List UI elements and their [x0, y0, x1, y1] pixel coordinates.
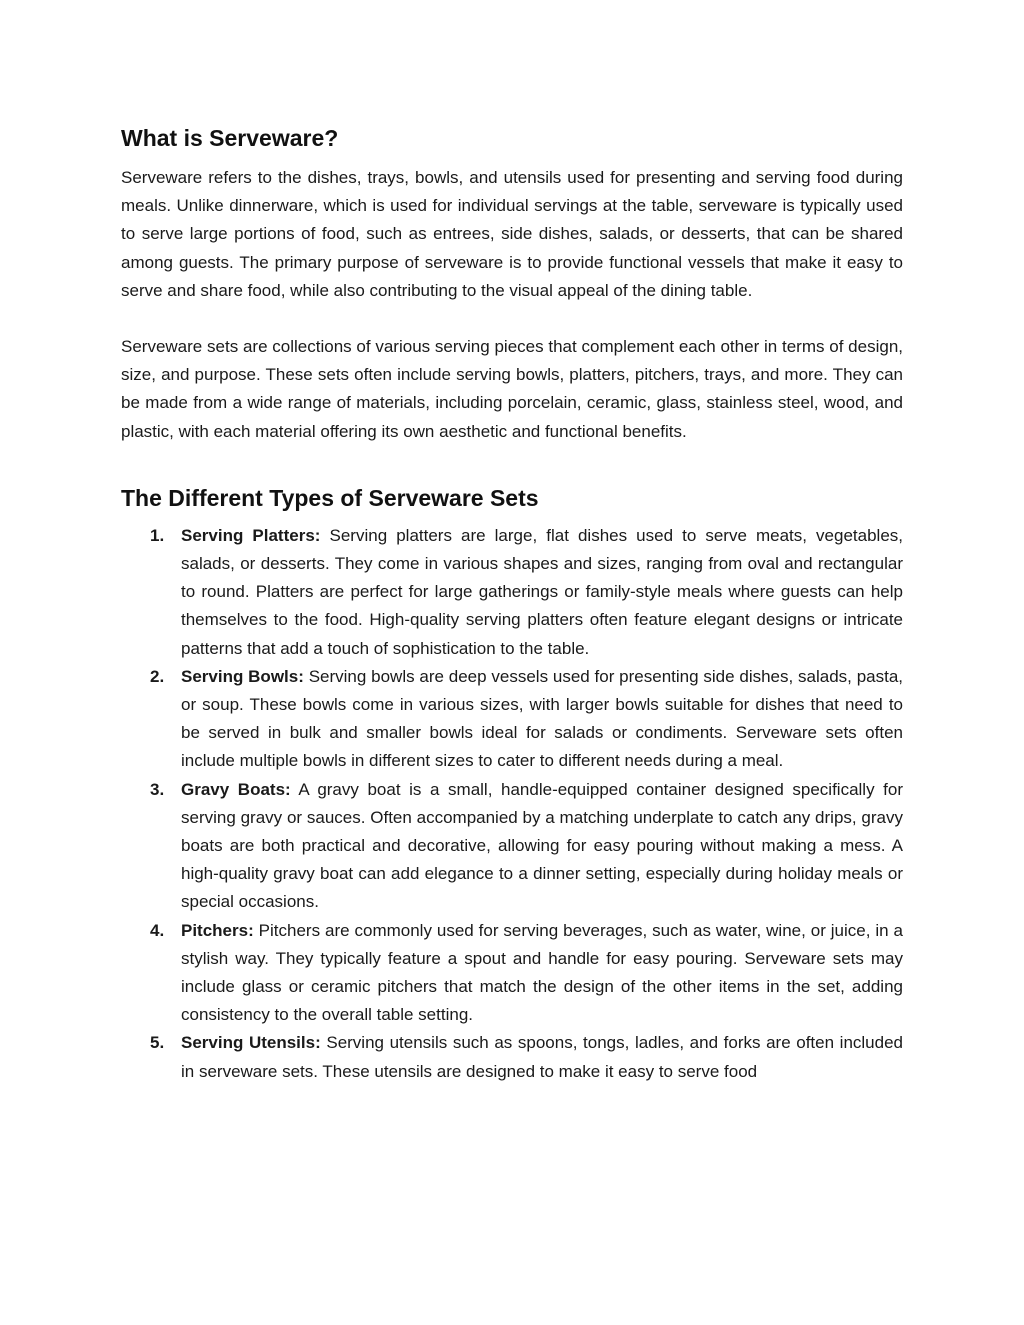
list-item-number: 5. — [150, 1033, 165, 1053]
list-item-text: Serving bowls are deep vessels used for presenting side dishes, salads, pasta, or soup. These bowls come in various sizes, with larger bowls suitable for dishes that need to be served in bulk and smaller bowls ideal for salads or condiments. Serveware sets often include multiple bowls in different sizes to cater to different needs during a meal. — [181, 666, 903, 771]
heading-types-of-serveware: The Different Types of Serveware Sets — [121, 484, 539, 511]
list-item-text: Serving platters are large, flat dishes used to serve meats, vegetables, salads, or desserts. They come in various shapes and sizes, ranging from oval and rectangular to round. Platters are perfect for large gatherings or family-style meals where guests can help themselves to the food. High-quality serving platters often feature elegant designs or intricate patterns that add a touch of sophistication to the table. — [181, 525, 903, 658]
list-item — [121, 776, 903, 917]
list-item-term: Serving Utensils: — [181, 1033, 321, 1053]
list-item-number: 1. — [150, 525, 165, 545]
document-page — [121, 120, 903, 1086]
list-item — [121, 917, 903, 1030]
list-item-number: 4. — [150, 920, 165, 940]
list-item-number: 2. — [150, 666, 165, 686]
list-item-term: Serving Bowls: — [181, 666, 304, 686]
heading-what-is-serveware: What is Serveware? — [121, 125, 339, 151]
list-item-term: Pitchers: — [181, 920, 254, 940]
list-item-term: Gravy Boats: — [181, 779, 291, 799]
list-item — [121, 663, 903, 776]
list-item — [121, 522, 903, 663]
list-item-number: 3. — [150, 779, 165, 799]
paragraph-serveware-sets: Serveware sets are collections of various serving pieces that complement each other in terms of design, size, and purpose. These sets often include serving bowls, platters, pitchers, trays, and more. They can be made from a wide range of materials, including porcelain, ceramic, glass, stainless steel, wood, and plastic, with each material offering its own aesthetic and functional benefits. — [121, 337, 903, 441]
list-item-text: Serving utensils such as spoons, tongs, ladles, and forks are often included in serveware sets. These utensils are designed to make it easy to serve food — [181, 1033, 903, 1081]
list-item — [121, 1029, 903, 1085]
paragraph-serveware-definition: Serveware refers to the dishes, trays, bowls, and utensils used for presenting and serving food during meals. Unlike dinnerware, which is used for individual servings at the table, serveware is typically used to serve large portions of food, such as entrees, side dishes, salads, or desserts, that can be shared among guests. The primary purpose of serveware is to provide functional vessels that make it easy to serve and share food, while also contributing to the visual appeal of the dining table. — [121, 168, 903, 300]
list-item-text: Pitchers are commonly used for serving beverages, such as water, wine, or juice, in a stylish way. They typically feature a spout and handle for easy pouring. Serveware sets may include glass or ceramic pitchers that match the design of the other items in the set, adding consistency to the overall table setting. — [181, 920, 903, 1025]
serveware-types-list — [121, 522, 903, 1086]
list-item-term: Serving Platters: — [181, 525, 321, 545]
list-item-text: A gravy boat is a small, handle-equipped container designed specifically for serving gravy or sauces. Often accompanied by a matching underplate to catch any drips, gravy boats are both practical and decorative, allowing for easy pouring without making a mess. A high-quality gravy boat can add elegance to a dinner setting, especially during holiday meals or special occasions. — [181, 779, 903, 912]
